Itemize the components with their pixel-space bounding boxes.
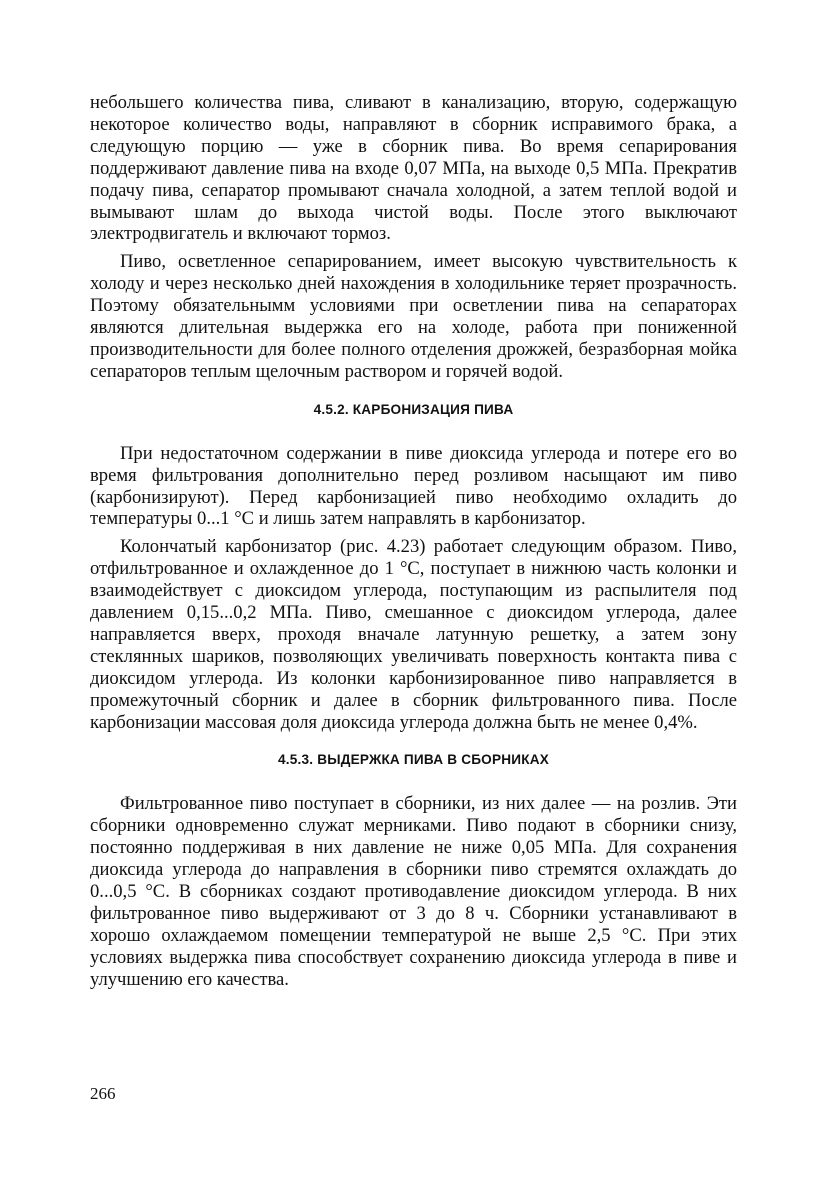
paragraph: Пиво, осветленное сепарированием, имеет высокую чувствительность к холоду и через несколько дней нахождения в холодильнике теряет прозрачность. Поэтому обязательнымм условиями при осветлении пива на сепараторах являются длительная выдержка его на холоде, работа при пониженной производительности для более полного отделения дрожжей, безразборная мойка сепараторов теплым щелочным раствором и горячей водой. (90, 251, 737, 382)
paragraph: Фильтрованное пиво поступает в сборники, из них далее — на розлив. Эти сборники одновременно служат мерниками. Пиво подают в сборники снизу, постоянно поддерживая в них давление не ниже 0,05 МПа. Для сохранения диоксида углерода до направления в сборники пиво стремятся охлаждать до 0...0,5 °С. В сборниках создают противодавление диоксидом углерода. В них фильтрованное пиво выдерживают от 3 до 8 ч. Сборники устанавливают в хорошо охлаждаемом помещении температурой не выше 2,5 °С. При этих условиях выдержка пива способствует сохранению диоксида углерода в пиве и улучшению его качества. (90, 793, 737, 990)
paragraph: При недостаточном содержании в пиве диоксида углерода и потере его во время фильтрования дополнительно перед розливом насыщают им пиво (карбонизируют). Перед карбонизацией пиво необходимо охладить до температуры 0...1 °С и лишь затем направлять в карбонизатор. (90, 442, 737, 530)
document-page (90, 92, 737, 991)
section-heading-carbonization: 4.5.2. КАРБОНИЗАЦИЯ ПИВА (313, 401, 514, 417)
page-number: 266 (90, 1084, 116, 1103)
paragraph-continued: небольшего количества пива, сливают в канализацию, вторую, содержащую некоторое количество воды, направляют в сборник исправимого брака, а следующую порцию — уже в сборник пива. Во время сепарирования поддерживают давление пива на входе 0,07 МПа, на выходе 0,5 МПа. Прекратив подачу пива, сепаратор промывают сначала холодной, а затем теплой водой и вымывают шлам до выхода чистой воды. После этого выключают электродвигатель и включают тормоз. (90, 92, 737, 245)
section-heading-holding: 4.5.3. ВЫДЕРЖКА ПИВА В СБОРНИКАХ (278, 752, 549, 768)
paragraph: Колончатый карбонизатор (рис. 4.23) работает следующим образом. Пиво, отфильтрованное и охлажденное до 1 °С, поступает в нижнюю часть колонки и взаимодействует с диоксидом углерода, поступающим из распылителя под давлением 0,15...0,2 МПа. Пиво, смешанное с диоксидом углерода, далее направляется вверх, проходя вначале латунную решетку, а затем зону стеклянных шариков, позволяющих увеличивать поверхность контакта пива с диоксидом углерода. Из колонки карбонизированное пиво направляется в промежуточный сборник и далее в сборник фильтрованного пива. После карбонизации массовая доля диоксида углерода должна быть не менее 0,4%. (90, 536, 737, 733)
